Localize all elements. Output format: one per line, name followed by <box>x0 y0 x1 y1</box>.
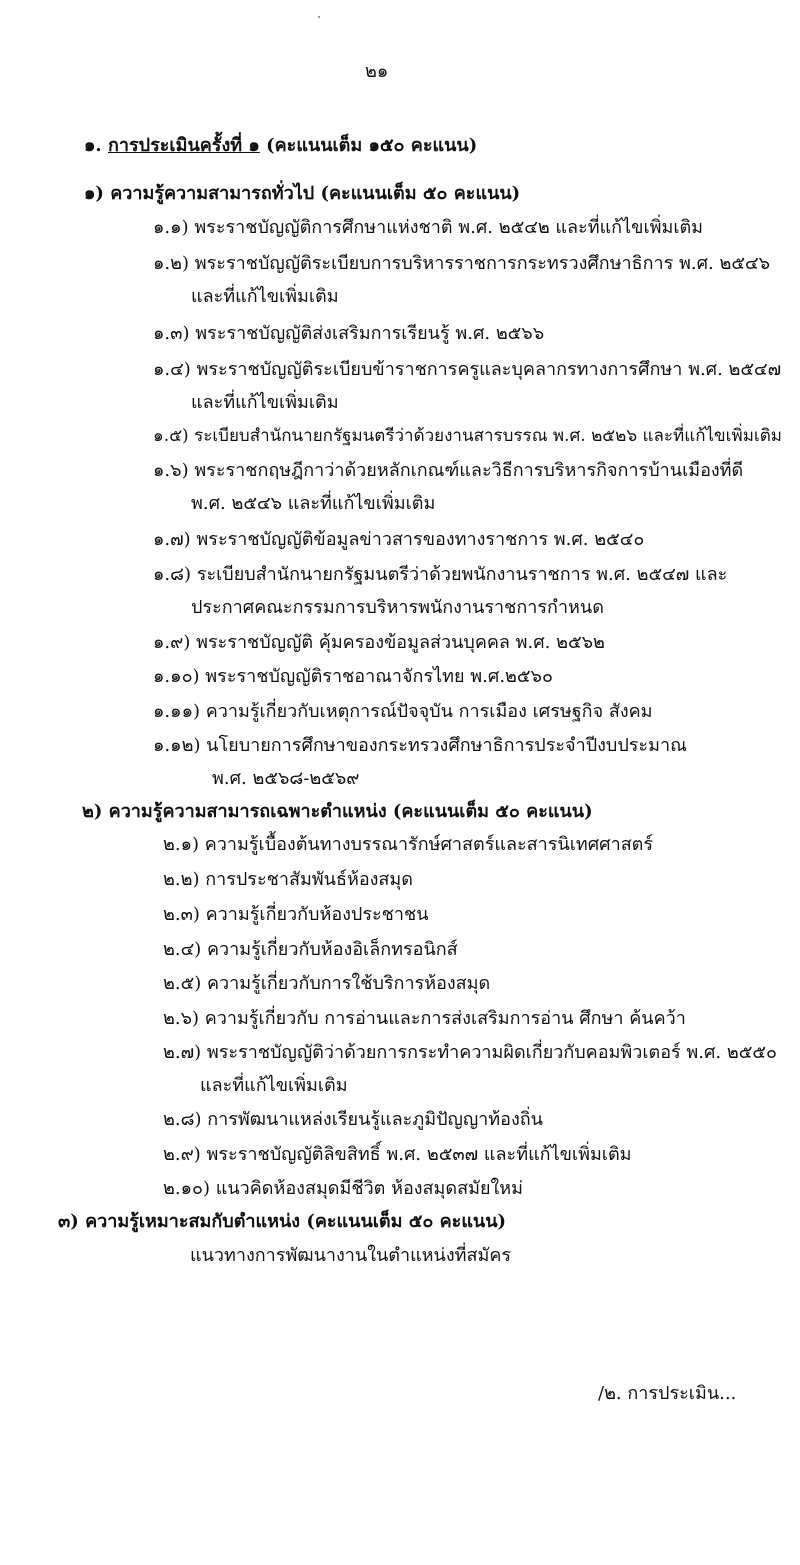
list-item: ๑.๒) พระราชบัญญัติระเบียบการบริหารราชการกระทรวงศึกษาธิการ พ.ศ. ๒๕๔๖ <box>153 253 771 274</box>
continuation-note: /๒. การประเมิน... <box>598 1383 737 1404</box>
list-item: ๒.๓) ความรู้เกี่ยวกับห้องประชาชน <box>163 904 429 925</box>
list-item-continuation: พ.ศ. ๒๕๖๘-๒๕๖๙ <box>212 768 360 789</box>
list-item-continuation: และที่แก้ไขเพิ่มเติม <box>200 1075 348 1096</box>
list-item: ๑.๔) พระราชบัญญัติระเบียบข้าราชการครูและบุคลากรทางการศึกษา พ.ศ. ๒๕๔๗ <box>153 359 782 380</box>
scan-speck <box>318 16 320 18</box>
list-item: ๑.๕) ระเบียบสำนักนายกรัฐมนตรีว่าด้วยงานสารบรรณ พ.ศ. ๒๕๒๖ และที่แก้ไขเพิ่มเติม <box>153 426 782 446</box>
list-item: ๑.๓) พระราชบัญญัติส่งเสริมการเรียนรู้ พ.ศ. ๒๕๖๖ <box>153 323 545 344</box>
list-item: ๑.๑) พระราชบัญญัติการศึกษาแห่งชาติ พ.ศ. ๒๕๔๒ และที่แก้ไขเพิ่มเติม <box>153 217 704 238</box>
list-item: ๑.๑๒) นโยบายการศึกษาของกระทรวงศึกษาธิการประจำปีงบประมาณ <box>153 735 687 756</box>
heading-number: ๑. <box>84 135 102 156</box>
list-item: ๒.๕) ความรู้เกี่ยวกับการใช้บริการห้องสมุด <box>163 973 491 994</box>
list-item: ๑.๑๑) ความรู้เกี่ยวกับเหตุการณ์ปัจจุบัน การเมือง เศรษฐกิจ สังคม <box>153 701 653 722</box>
list-item-continuation: ประกาศคณะกรรมการบริหารพนักงานราชการกำหนด <box>191 597 604 618</box>
section1-title: ๑) ความรู้ความสามารถทั่วไป (คะแนนเต็ม ๕๐ คะแนน) <box>84 183 521 204</box>
section3-text: แนวทางการพัฒนางานในตำแหน่งที่สมัคร <box>190 1245 512 1266</box>
main-heading <box>84 134 477 158</box>
list-item: ๒.๒) การประชาสัมพันธ์ห้องสมุด <box>163 869 413 890</box>
list-item: ๑.๗) พระราชบัญญัติข้อมูลข่าวสารของทางราชการ พ.ศ. ๒๕๔๐ <box>153 529 645 550</box>
list-item: ๑.๖) พระราชกฤษฎีกาว่าด้วยหลักเกณฑ์และวิธีการบริหารกิจการบ้านเมืองที่ดี <box>153 460 744 481</box>
list-item: ๒.๗) พระราชบัญญัติว่าด้วยการกระทำความผิดเกี่ยวกับคอมพิวเตอร์ พ.ศ. ๒๕๕๐ <box>163 1042 777 1063</box>
heading-suffix: (คะแนนเต็ม ๑๕๐ คะแนน) <box>266 135 478 156</box>
heading-title: การประเมินครั้งที่ ๑ <box>107 135 260 156</box>
section3-title: ๓) ความรู้เหมาะสมกับตำแหน่ง (คะแนนเต็ม ๕๐ คะแนน) <box>58 1211 507 1232</box>
list-item: ๒.๙) พระราชบัญญัติลิขสิทธิ์ พ.ศ. ๒๕๓๗ และที่แก้ไขเพิ่มเติม <box>163 1144 632 1165</box>
page-number: ๒๑ <box>365 61 389 82</box>
section2-title: ๒) ความรู้ความสามารถเฉพาะตำแหน่ง (คะแนนเต็ม ๕๐ คะแนน) <box>82 801 593 822</box>
list-item: ๑.๘) ระเบียบสำนักนายกรัฐมนตรีว่าด้วยพนักงานราชการ พ.ศ. ๒๕๔๗ และ <box>153 564 728 585</box>
list-item: ๒.๔) ความรู้เกี่ยวกับห้องอิเล็กทรอนิกส์ <box>163 939 458 960</box>
list-item-continuation: และที่แก้ไขเพิ่มเติม <box>191 392 339 413</box>
list-item-continuation: และที่แก้ไขเพิ่มเติม <box>191 286 339 307</box>
list-item: ๒.๘) การพัฒนาแหล่งเรียนรู้และภูมิปัญญาท้องถิ่น <box>163 1109 543 1130</box>
list-item: ๒.๖) ความรู้เกี่ยวกับ การอ่านและการส่งเสริมการอ่าน ศึกษา ค้นคว้า <box>163 1008 686 1029</box>
list-item: ๒.๑) ความรู้เบื้องต้นทางบรรณารักษ์ศาสตร์และสารนิเทศศาสตร์ <box>163 834 654 855</box>
list-item: ๑.๙) พระราชบัญญัติ คุ้มครองข้อมูลส่วนบุคคล พ.ศ. ๒๕๖๒ <box>153 632 605 653</box>
list-item: ๒.๑๐) แนวคิดห้องสมุดมีชีวิต ห้องสมุดสมัยใหม่ <box>163 1178 524 1199</box>
list-item: ๑.๑๐) พระราชบัญญัติราชอาณาจักรไทย พ.ศ.๒๕๖๐ <box>153 666 553 687</box>
list-item-continuation: พ.ศ. ๒๕๔๖ และที่แก้ไขเพิ่มเติม <box>191 493 436 514</box>
